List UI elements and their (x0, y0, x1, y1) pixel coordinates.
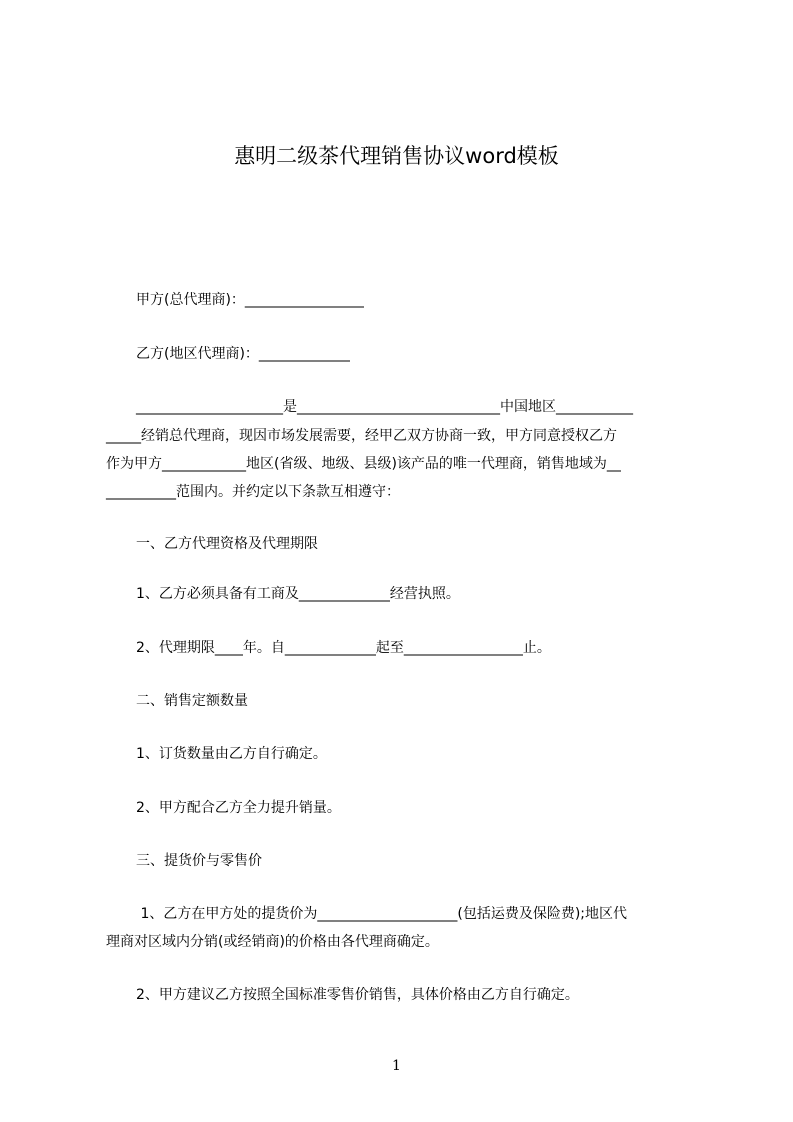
section-2-item-1: 1、订货数量由乙方自行确定。 (136, 746, 327, 762)
section-1-item-1: 1、乙方必须具备有工商及_____________经营执照。 (136, 586, 460, 602)
document-title: 惠明二级茶代理销售协议word模板 (234, 144, 559, 168)
section-3-item-1: 1、乙方在甲方处的提货价为____________________(包括运费及保险费);地区代 (136, 906, 627, 922)
section-3-item-2: 2、甲方建议乙方按照全国标准零售价销售，具体价格由乙方自行确定。 (136, 987, 579, 1003)
section-3-item-1-continued: 理商对区域内分销(或经销商)的价格由各代理商确定。 (106, 934, 439, 950)
party-b-line: 乙方(地区代理商)：_____________ (136, 346, 350, 362)
party-a-line: 甲方(总代理商)：_________________ (136, 292, 364, 308)
section-heading-1: 一、乙方代理资格及代理期限 (136, 536, 318, 552)
section-heading-3: 三、提货价与零售价 (136, 853, 262, 869)
intro-line-2: _____经销总代理商，现因市场发展需要，经甲乙双方协商一致，甲方同意授权乙方 (106, 428, 617, 444)
section-1-item-2: 2、代理期限____年。自_____________起至_________________止。 (136, 640, 551, 656)
intro-line-1: _____________________是_____________________________中国地区___________ (136, 399, 633, 415)
section-2-item-2: 2、甲方配合乙方全力提升销量。 (136, 800, 341, 816)
intro-line-4: __________范围内。并约定以下条款互相遵守： (106, 484, 400, 500)
page-number: 1 (392, 1058, 401, 1074)
section-heading-2: 二、销售定额数量 (136, 693, 248, 709)
intro-line-3: 作为甲方____________地区(省级、地级、县级)该产品的唯一代理商，销售地域为__ (106, 456, 621, 472)
